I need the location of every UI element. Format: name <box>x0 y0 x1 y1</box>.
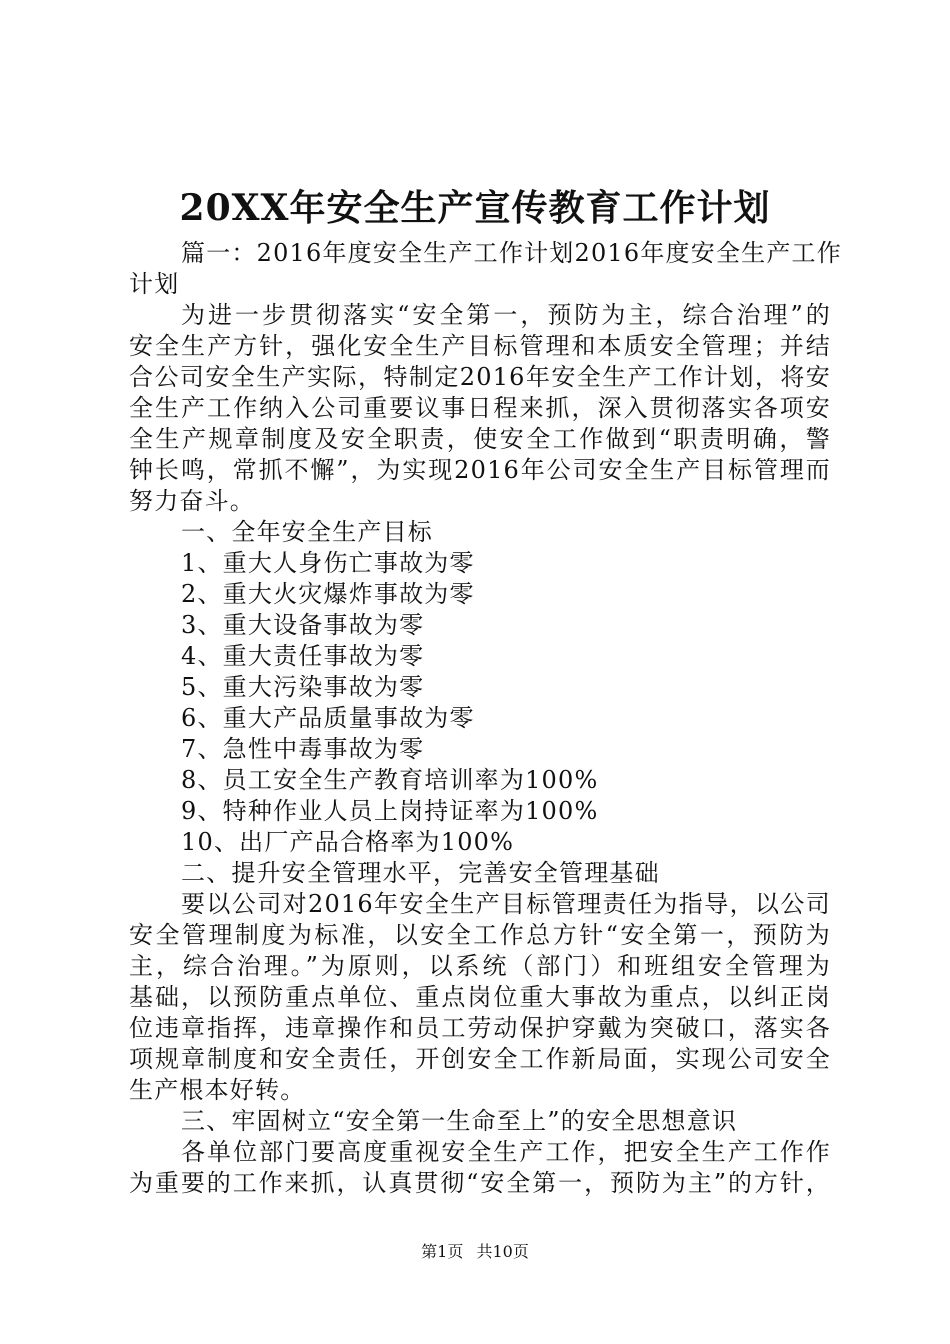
page-total: 共10页 <box>476 1242 529 1261</box>
list-item: 4、重大责任事故为零 <box>181 642 425 670</box>
body-line: 位违章指挥，违章操作和员工劳动保护穿戴为突破口，落实各 <box>129 1014 831 1042</box>
document-body <box>129 238 842 1199</box>
body-line: 努力奋斗。 <box>129 487 255 515</box>
list-item: 2、重大火灾爆炸事故为零 <box>181 580 475 608</box>
body-line: 篇一：2016年度安全生产工作计划2016年度安全生产工作 <box>181 239 842 267</box>
section-heading: 一、全年安全生产目标 <box>181 518 433 546</box>
list-item: 6、重大产品质量事故为零 <box>181 704 475 732</box>
page-number: 第1页 <box>421 1242 464 1261</box>
body-line: 项规章制度和安全责任，开创安全工作新局面，实现公司安全 <box>129 1045 831 1073</box>
section-heading: 二、提升安全管理水平，完善安全管理基础 <box>181 859 660 887</box>
body-line: 安全管理制度为标准，以安全工作总方针“安全第一，预防为 <box>129 921 831 949</box>
body-line: 全生产规章制度及安全职责，使安全工作做到“职责明确，警 <box>129 425 831 453</box>
body-line: 各单位部门要高度重视安全生产工作，把安全生产工作作 <box>181 1138 831 1166</box>
list-item: 10、出厂产品合格率为100% <box>181 828 515 856</box>
body-line: 要以公司对2016年安全生产目标管理责任为指导，以公司 <box>181 890 831 918</box>
list-item: 8、员工安全生产教育培训率为100% <box>181 766 599 794</box>
body-line: 合公司安全生产实际，特制定2016年安全生产工作计划，将安 <box>129 363 831 391</box>
section-heading: 三、牢固树立“安全第一生命至上”的安全思想意识 <box>181 1107 738 1135</box>
list-item: 5、重大污染事故为零 <box>181 673 425 701</box>
page-footer <box>0 1242 950 1262</box>
body-line: 为进一步贯彻落实“安全第一，预防为主，综合治理”的 <box>181 301 831 329</box>
list-item: 9、特种作业人员上岗持证率为100% <box>181 797 599 825</box>
body-line: 生产根本好转。 <box>129 1076 306 1104</box>
body-line: 安全生产方针，强化安全生产目标管理和本质安全管理；并结 <box>129 332 831 360</box>
body-line: 主，综合治理。”为原则，以系统（部门）和班组安全管理为 <box>129 952 831 980</box>
body-line: 为重要的工作来抓，认真贯彻“安全第一，预防为主”的方针， <box>129 1169 831 1197</box>
list-item: 1、重大人身伤亡事故为零 <box>181 549 475 577</box>
document-title: 20XX年安全生产宣传教育工作计划 <box>179 187 771 229</box>
list-item: 3、重大设备事故为零 <box>181 611 425 639</box>
list-item: 7、急性中毒事故为零 <box>181 735 425 763</box>
body-line: 钟长鸣，常抓不懈”，为实现2016年公司安全生产目标管理而 <box>129 456 831 484</box>
body-line: 全生产工作纳入公司重要议事日程来抓，深入贯彻落实各项安 <box>129 394 831 422</box>
body-line: 基础，以预防重点单位、重点岗位重大事故为重点，以纠正岗 <box>129 983 831 1011</box>
body-line: 计划 <box>129 270 180 298</box>
